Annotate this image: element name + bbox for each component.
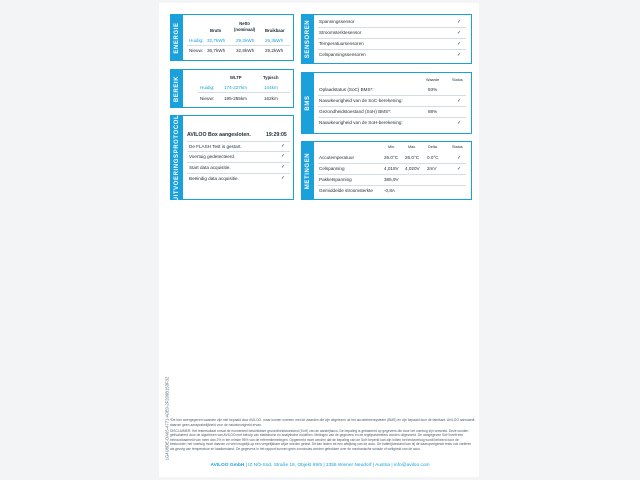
energie-row-label: Nieuw:	[189, 48, 204, 53]
metingen-header-status: Status	[452, 145, 463, 149]
check-icon: ✓	[281, 175, 286, 181]
sensoren-tab-label: SENSOREN	[305, 19, 311, 59]
energie-row-netto: 32,8kWh	[236, 48, 255, 53]
metingen-row-min: 385,9V	[384, 177, 399, 182]
protocol-title: AVILOO Box aangesloten.	[187, 132, 251, 138]
metingen-divider	[318, 174, 466, 175]
bereik-tab-label: BEREIK	[174, 75, 180, 102]
bms-header-waarde: Waarde	[426, 78, 440, 82]
sensor-item: Spanningssensor	[319, 19, 355, 24]
sensor-divider	[318, 38, 466, 39]
energie-row-bruto: 32,7kWh	[207, 38, 226, 43]
protocol-tab-label: UITVOERINGSPROTOCOL	[174, 114, 180, 201]
sensor-divider	[318, 27, 466, 28]
energie-row-bruikbaar: 26,3kWh	[265, 38, 284, 43]
protocol-divider	[187, 173, 290, 174]
metingen-divider	[318, 185, 466, 186]
protocol-item: Voertuig gedetecteerd.	[189, 154, 236, 159]
bms-row-label: Oplaadstatus (SoC) BMS*:	[319, 87, 374, 92]
company-address: | IZ NÖ-Süd, Straße 16, Objekt 69/5 | 2355 Wiener Neudorf | Austria | info@aviloo.com	[244, 463, 430, 468]
protocol-item: Start data acquisitie.	[189, 165, 231, 170]
bereik-row-label: Huidig:	[200, 85, 215, 90]
bms-divider	[318, 117, 466, 118]
check-icon: ✓	[457, 19, 462, 25]
metingen-row-delta: 2mV	[427, 166, 437, 171]
sensoren-tab	[302, 15, 314, 63]
bms-header-status: Status	[452, 78, 463, 82]
bereik-row-typisch: 162km	[264, 96, 278, 101]
protocol-time: 19:29:05	[266, 132, 287, 138]
bereik-row-wltp: 195-255km	[224, 96, 247, 101]
energie-tab	[171, 15, 183, 60]
check-icon: ✓	[281, 153, 286, 159]
bereik-row-label: Nieuw:	[200, 96, 215, 101]
bms-row-label: Nauwkeurigheid van de SoC-berekening:	[319, 98, 403, 103]
protocol-item: De FLASH Test is gestart.	[189, 144, 242, 149]
energie-row-netto: 29,2kWh	[236, 38, 255, 43]
metingen-row-min: -0,8A	[384, 188, 395, 193]
check-icon: ✓	[457, 30, 462, 36]
energie-row-bruikbaar: 29,2kWh	[265, 48, 284, 53]
footnotes	[170, 418, 475, 453]
protocol-tab	[171, 116, 183, 199]
bms-divider	[318, 106, 466, 107]
bereik-header-wltp: WLTP	[230, 75, 242, 80]
energie-header-bruto: Bruto	[210, 28, 222, 33]
check-icon: ✓	[457, 41, 462, 47]
metingen-row-label: Pakketspanning	[319, 177, 352, 182]
energie-row-divider	[187, 45, 290, 46]
bms-row-label: Nauwkeurigheid van de SoH-berekening:	[319, 120, 403, 125]
metingen-header-delta: Delta	[428, 145, 437, 149]
metingen-header-max: Max.	[408, 145, 417, 149]
bms-row-waarde: 93%	[428, 87, 438, 92]
metingen-divider	[318, 163, 466, 164]
footnote-disclaimer: DISCLAIMER: Het testresultaat omvat de momenteel beschikbare gezondheidstoestand (SoH) van de aandrijfaccu. De bepaling is gebaseerd op gegevens die door het voertuig zijn verstrekt. Deze worden geëvalueerd door de algoritmen van AVILOO met behulp van statistische en analytische modellen. Metingen van de gegevens en de regelparameters worden uitgevoerd. De aangegeven SoH heeft een betrouwbaarheid van meer dan 2% in ten minste 95% van de referentiemetingen. Opgemerkt moet worden dat de bepaling van de SoH beperkt kan zijn indien het testvoertuig wordt beheerd door de bestuurder; het voertuig moet daarom zo veel mogelijk op een vergelijkbare wijze worden getest. Dit kan leiden tot een afwijking van de accu. De batterijtoestand kan bij de daaropvolgende tests ook variëren als gevolg van temperatuur en laadtoestand. De gegevens in het rapport kunnen geen conclusies worden getrokken over de mechanische schade of veiligheid van de accu.	[170, 428, 472, 452]
energie-row-bruto: 36,7kWh	[207, 48, 226, 53]
bms-row-label: Gezondheidstoestand (SoH) BMS*:	[319, 109, 392, 114]
metingen-tab	[302, 142, 314, 199]
protocol-divider	[187, 162, 290, 163]
metingen-header-min: Min.	[388, 145, 396, 149]
sensor-item: Celspanningssensoren	[319, 52, 366, 57]
document-id-text: 1G4U8DE-DA65-4771-A0E0-2F209B153F32	[164, 376, 170, 461]
bereik-row-typisch: 144km	[264, 85, 278, 90]
metingen-row-label: Gemiddelde stroomsterkte	[319, 188, 373, 193]
bms-row-waarde: 88%	[428, 109, 438, 114]
company-name: AVILOO GmbH	[210, 463, 245, 468]
bms-tab-label: BMS	[305, 95, 311, 111]
metingen-row-min: 4,018V	[384, 166, 399, 171]
metingen-row-label: Celspanning	[319, 166, 345, 171]
check-icon: ✓	[457, 120, 462, 126]
check-icon: ✓	[457, 98, 462, 104]
protocol-divider	[187, 141, 290, 142]
energie-row-label: Huidig:	[189, 38, 204, 43]
check-icon: ✓	[457, 52, 462, 58]
energie-header-bruikbaar: Bruikbaar	[265, 28, 285, 33]
bereik-row-divider	[198, 92, 290, 93]
energie-header-netto: Netto (nominaal)	[234, 21, 256, 32]
check-icon: ✓	[457, 166, 462, 172]
bereik-header-typisch: Typisch	[263, 75, 279, 80]
metingen-row-max: 26.0°C	[405, 155, 420, 160]
metingen-row-min: 26.0°C	[384, 155, 399, 160]
bereik-row-wltp: 174-227km	[224, 85, 247, 90]
page-footer	[170, 463, 470, 468]
sensor-divider	[318, 49, 466, 50]
check-icon: ✓	[281, 164, 286, 170]
protocol-item: Beëindig data acquisitie.	[189, 176, 239, 181]
bereik-tab	[171, 70, 183, 107]
footnote-bms: *De hier weergegeven waarden zijn niet bepaald door AVILOO, maar komen overeen met de waarden die zijn uitgelezen uit het accubeheersysteem (BMS) en zijn bepaald door de fabrikant. AVILOO aanvaardt daarom geen aansprakelijkheid voor de nauwkeurigheid ervan.	[170, 418, 475, 427]
energie-tab-label: ENERGIE	[174, 21, 180, 54]
bms-divider	[318, 95, 466, 96]
metingen-row-max: 4,020V	[405, 166, 420, 171]
metingen-row-delta: 0.0°C	[427, 155, 439, 160]
sensor-item: Temperatuursensoren	[319, 41, 364, 46]
protocol-divider	[187, 151, 290, 152]
sensor-item: Stroomsterktesensor	[319, 30, 362, 35]
metingen-tab-label: METINGEN	[305, 152, 311, 189]
metingen-row-label: Accutemperatuur	[319, 155, 354, 160]
bms-tab	[302, 73, 314, 133]
check-icon: ✓	[281, 143, 286, 149]
check-icon: ✓	[457, 155, 462, 161]
